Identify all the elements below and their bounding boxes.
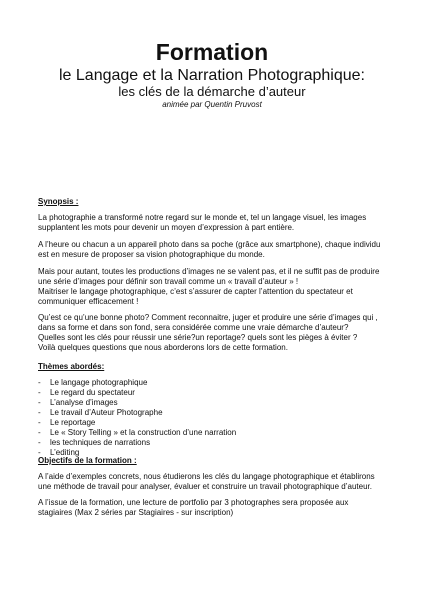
text-line: A l’heure ou chacun a un appareil photo dans sa poche (grâce aux smartphone), chaque individu (38, 240, 381, 249)
list-item (38, 428, 236, 438)
document-header (0, 0, 424, 110)
objectifs-heading: Objectifs de la formation : (38, 456, 137, 465)
list-dash: - (38, 448, 41, 457)
text-line: Qu’est ce qu’une bonne photo? Comment reconnaitre, juger et produire une série d’images qui , (38, 313, 378, 322)
list-item-text: L’analyse d’images (50, 398, 118, 407)
list-item (38, 398, 236, 408)
text-line: Voilà quelques questions que nous aborderons lors de cette formation. (38, 343, 288, 352)
list-item-text: Le reportage (50, 418, 96, 427)
page-subtitle: le Langage et la Narration Photographique: (59, 67, 365, 84)
text-line: Mais pour autant, toutes les productions d’images ne se valent pas, et il ne suffit pas de produire (38, 267, 380, 276)
text-line: Maitriser le langage photographique, c’est s’assurer de capter l’attention du spectateur et (38, 287, 353, 296)
text-line: communiquer efficacement ! (38, 297, 139, 306)
synopsis-heading: Synopsis : (38, 197, 79, 206)
list-dash: - (38, 378, 41, 387)
text-line: une méthode de travail pour analyser, évaluer et construire un travail photographique d’auteur. (38, 482, 372, 491)
synopsis-paragraph-1 (38, 213, 392, 233)
list-dash: - (38, 388, 41, 397)
list-item (38, 388, 236, 398)
author-byline: animée par Quentin Pruvost (162, 100, 262, 109)
text-line: supplantent les mots pour devenir un moyen d’expression à part entière. (38, 223, 295, 232)
list-dash: - (38, 398, 41, 407)
list-dash: - (38, 408, 41, 417)
themes-list (38, 378, 236, 458)
synopsis-paragraph-4 (38, 313, 392, 353)
synopsis-paragraph-2 (38, 240, 392, 260)
list-item-text: les techniques de narrations (50, 438, 151, 447)
page-subtitle-secondary: les clés de la démarche d’auteur (118, 84, 306, 99)
list-item-text: Le regard du spectateur (50, 388, 135, 397)
list-item (38, 438, 236, 448)
text-line: est en mesure de proposer sa vision photographique du monde. (38, 250, 265, 259)
objectifs-paragraph-1 (38, 472, 392, 492)
text-line: La photographie a transformé notre regard sur le monde et, tel un langage visuel, les images (38, 213, 367, 222)
text-line: A l’issue de la formation, une lecture de portfolio par 3 photographes sera proposée aux (38, 498, 349, 507)
list-dash: - (38, 438, 41, 447)
list-dash: - (38, 418, 41, 427)
objectifs-paragraph-2 (38, 498, 392, 518)
list-item (38, 418, 236, 428)
list-dash: - (38, 428, 41, 437)
text-line: A l’aide d’exemples concrets, nous étudierons les clés du langage photographique et établirons (38, 472, 375, 481)
synopsis-paragraph-3 (38, 267, 392, 307)
text-line: Quelles sont les clés pour réussir une série?un reportage? quels sont les pièges à éviter ? (38, 333, 358, 342)
text-line: dans sa forme et dans son fond, sera considérée comme une vraie démarche d’auteur? (38, 323, 349, 332)
themes-heading: Thèmes abordés: (38, 362, 105, 371)
list-item-text: Le langage photographique (50, 378, 148, 387)
list-item (38, 408, 236, 418)
page-title: Formation (155, 39, 269, 65)
list-item-text: L’editing (50, 448, 80, 457)
text-line: stagiaires (Max 2 séries par Stagiaires - sur inscription) (38, 508, 234, 517)
list-item (38, 378, 236, 388)
list-item-text: Le travail d’Auteur Photographe (50, 408, 163, 417)
list-item-text: Le « Story Telling » et la construction d’une narration (50, 428, 237, 437)
text-line: une série d’images pour définir son travail comme un « travail d’auteur » ! (38, 277, 299, 286)
